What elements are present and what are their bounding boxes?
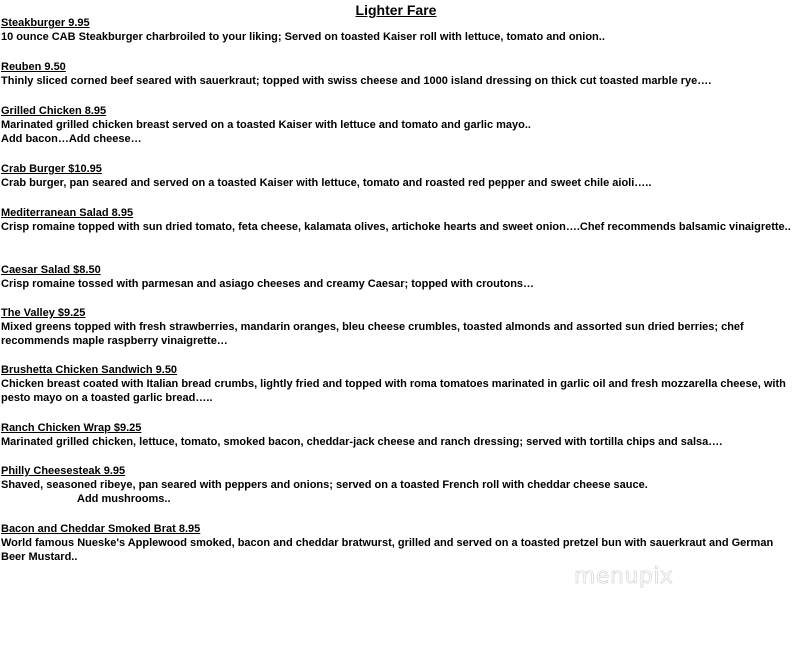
menu-item-steakburger — [1, 16, 791, 44]
menu-item-description: Shaved, seasoned ribeye, pan seared with peppers and onions; served on a toasted French roll with cheddar cheese sauce. — [1, 479, 648, 491]
menu-item-title: Grilled Chicken 8.95 — [1, 105, 107, 117]
menu-item-title: The Valley $9.25 — [1, 307, 86, 319]
menu-item-caesar-salad — [1, 263, 791, 291]
menu-item-title: Ranch Chicken Wrap $9.25 — [1, 422, 142, 434]
menu-item-the-valley — [1, 306, 791, 348]
menu-item-ranch-chicken-wrap — [1, 421, 791, 449]
menu-item-title: Philly Cheesesteak 9.95 — [1, 465, 126, 477]
menu-item-title: Caesar Salad $8.50 — [1, 264, 101, 276]
menupix-watermark: menupix — [574, 564, 674, 589]
menu-item-bacon-cheddar-brat — [1, 522, 791, 564]
menu-item-addon: Add bacon…Add cheese… — [1, 133, 142, 145]
menu-item-crab-burger — [1, 162, 791, 190]
menu-item-description: Marinated grilled chicken breast served on a toasted Kaiser with lettuce and tomato and garlic mayo.. — [1, 119, 531, 131]
menu-item-addon: Add mushrooms.. — [77, 493, 171, 505]
menu-item-title: Brushetta Chicken Sandwich 9.50 — [1, 364, 178, 376]
menu-item-description: Mixed greens topped with fresh strawberries, mandarin oranges, bleu cheese crumbles, toasted almonds and assorted sun dried berries; chef recommends maple raspberry vinaigrette… — [1, 321, 744, 347]
menu-item-description: Chicken breast coated with Italian bread crumbs, lightly fried and topped with roma tomatoes marinated in garlic oil and fresh mozzarella cheese, with pesto mayo on a toasted garlic bread….. — [1, 378, 786, 404]
menu-item-brushetta-chicken-sandwich — [1, 363, 791, 405]
menu-item-title: Steakburger 9.95 — [1, 17, 90, 29]
menu-item-description: Crisp romaine tossed with parmesan and asiago cheeses and creamy Caesar; topped with croutons… — [1, 278, 535, 290]
menu-item-description: Marinated grilled chicken, lettuce, tomato, smoked bacon, cheddar-jack cheese and ranch dressing; served with tortilla chips and salsa…. — [1, 436, 723, 448]
menu-item-reuben — [1, 60, 791, 88]
menu-item-description: 10 ounce CAB Steakburger charbroiled to your liking; Served on toasted Kaiser roll with lettuce, tomato and onion.. — [1, 31, 605, 43]
menu-item-title: Mediterranean Salad 8.95 — [1, 207, 134, 219]
menu-item-title: Reuben 9.50 — [1, 61, 66, 73]
menu-item-grilled-chicken — [1, 104, 791, 146]
menu-item-description: Crisp romaine topped with sun dried tomato, feta cheese, kalamata olives, artichoke hearts and sweet onion….Chef recommends balsamic vinaigrette.. — [1, 221, 791, 233]
menu-item-title: Crab Burger $10.95 — [1, 163, 102, 175]
menu-item-mediterranean-salad — [1, 206, 791, 234]
menu-item-description: Thinly sliced corned beef seared with sauerkraut; topped with swiss cheese and 1000 island dressing on thick cut toasted marble rye…. — [1, 75, 712, 87]
menu-item-title: Bacon and Cheddar Smoked Brat 8.95 — [1, 523, 201, 535]
menu-item-philly-cheesesteak — [1, 464, 791, 506]
page-title: Lighter Fare — [355, 2, 437, 18]
menu-item-description: Crab burger, pan seared and served on a toasted Kaiser with lettuce, tomato and roasted red pepper and sweet chile aioli….. — [1, 177, 652, 189]
menu-item-description: World famous Nueske's Applewood smoked, bacon and cheddar bratwurst, grilled and served on a toasted pretzel bun with sauerkraut and German Beer Mustard.. — [1, 537, 774, 563]
